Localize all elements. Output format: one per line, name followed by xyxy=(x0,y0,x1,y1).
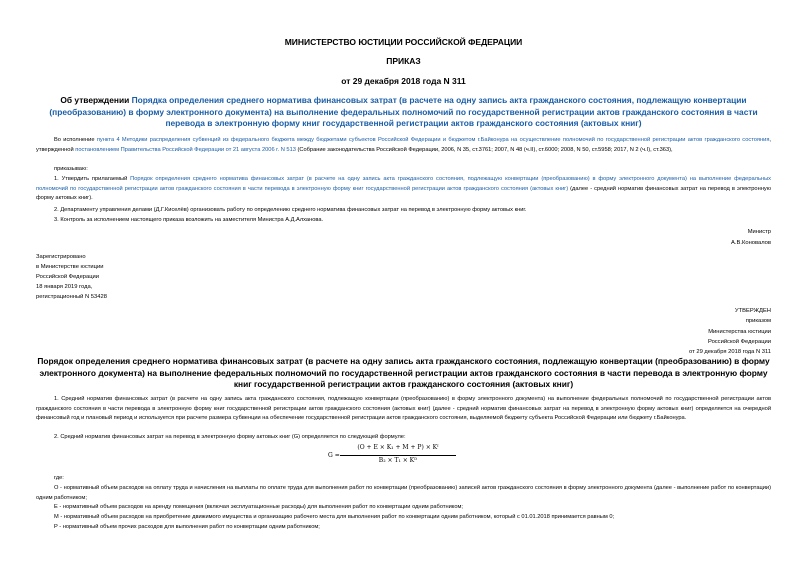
item-3: 3. Контроль за исполнением настоящего приказа возложить на заместителя Министра А.Д.Алханова. xyxy=(54,217,324,223)
item-2: 2. Департаменту управления делами (Д.Г.Киселёв) организовать работу по определению среднего норматива финансовых затрат на перевод в электронную форму актовых книг. xyxy=(54,207,527,213)
formula-lhs: G = xyxy=(328,452,340,459)
ministry-heading: МИНИСТЕРСТВО ЮСТИЦИИ РОССИЙСКОЙ ФЕДЕРАЦИИ xyxy=(284,37,523,47)
definition-e: E - нормативный объем расходов на аренду помещения (включая эксплуатационные расходы) для выполнения работ по конвертации одним работником; xyxy=(54,504,463,510)
approved-line-2: приказом xyxy=(745,318,771,324)
government-decree-link[interactable]: постановлением Правительства Российской Федерации от 21 августа 2006 г. N 513 xyxy=(75,146,296,153)
item-1-lead: 1. Утвердить прилагаемый xyxy=(54,176,131,182)
registration-line-1: Зарегистрировано xyxy=(36,254,86,260)
item-1-tail: (далее - средний норматив финансовых затрат на перевод в электронную форму актовых книг). xyxy=(36,185,771,202)
body-paragraph-1: 1. Средний норматив финансовых затрат (в расчете на одну запись акта гражданского состояния, подлежащую конвертации (преобразованию) в форму электронного документа) на выполнение федеральных полномочий по государственной регистрации актов гражданского состояния в части перевода в электронную форму книг государственной регистрации актов гражданского состояния (актовых книг) (далее - средний норматив финансовых затрат на перевод в электронную форму актовых книг) определяется на очередной финансовый год и плановый период и используется при расчете размера субвенции на обеспечение государственной регистрации актов гражданского состояния, выделяемой бюджету субъекта Российской Федерации или бюджету г.Байконура. xyxy=(36,396,771,422)
document-title xyxy=(36,95,771,130)
preamble-mid: , утвержденной xyxy=(36,137,771,153)
body-paragraph-2: 2. Средний норматив финансовых затрат на перевод в электронную форму актовых книг (G) определяется по следующей формуле: xyxy=(54,434,406,440)
registration-line-5: регистрационный N 53428 xyxy=(36,294,107,300)
preamble-lead: Во исполнение xyxy=(54,137,97,143)
definition-p: P - нормативный объем прочих расходов для выполнения работ по конвертации одним работником; xyxy=(54,524,320,530)
item-1 xyxy=(36,175,771,204)
where-label: где: xyxy=(54,475,64,481)
approved-line-1: УТВЕРЖДЕН xyxy=(734,308,771,314)
formula-numerator: (O + E × K₁ + M + P) × Kᴵ xyxy=(357,444,439,451)
methodology-link[interactable]: пункта 4 Методики распределения субвенций из федерального бюджета между бюджетами субъектов Российской Федерации и бюджетом г.Байконура на осуществление полномочий по государственной регистрации актов гражданского состояния xyxy=(96,137,770,143)
doc-date-number: от 29 декабря 2018 года N 311 xyxy=(341,76,466,86)
formula-denominator: B₂ × T₁ × Kᴰ xyxy=(378,457,418,464)
fraction-bar xyxy=(340,455,456,456)
preamble-paragraph xyxy=(36,136,771,155)
order-word: приказываю: xyxy=(54,166,88,172)
approved-line-5: от 29 декабря 2018 года N 311 xyxy=(689,349,771,355)
definition-m: M - нормативный объем расходов на приобретение движимого имущества и организацию рабочего места для выполнения работ по конвертации одним работником, который с 01.01.2018 принимается равным 0; xyxy=(54,514,615,520)
approved-line-4: Российской Федерации xyxy=(707,339,771,345)
definition-o: O - нормативный объем расходов на оплату труда и начисления на выплаты по оплате труда для выполнения работ по конвертации (преобразованию) записей актов гражданского состояния в форму электронного документа (далее - выполнение работ по конвертации) одним работником; xyxy=(36,485,771,501)
preamble-tail: (Собрание законодательства Российской Федерации, 2006, N 35, ст.3761; 2007, N 48 (ч.II), ст.6000; 2008, N 50, ст.5958; 2017, N 2 (ч.I), ст.363), xyxy=(295,146,673,153)
signature-name: А.В.Коновалов xyxy=(731,240,771,246)
procedure-link[interactable]: Порядок определения среднего норматива финансовых затрат (в расчете на одну запись акта гражданского состояния, подлежащую конвертации (преобразованию) в форму электронного документа) на выполнение федеральных полномочий по государственной регистрации актов гражданского состояния в части перевода в электронную форму книг государственной регистрации актов гражданского состояния (актовых книг) xyxy=(36,176,771,192)
registration-line-4: 18 января 2019 года, xyxy=(36,284,93,290)
formula-g xyxy=(328,443,458,469)
section-title: Порядок определения среднего норматива финансовых затрат (в расчете на одну запись акта гражданского состояния, подлежащую конвертации (преобразованию) в форму электронного документа) на выполнение федеральных полномочий по государственной регистрации актов гражданского состояния в части перевода в электронную форму книг государственной регистрации актов гражданского состояния (актовых книг) xyxy=(37,356,770,389)
registration-line-2: в Министерстве юстиции xyxy=(36,264,104,270)
registration-line-3: Российской Федерации xyxy=(36,274,100,280)
title-prefix: Об утверждении xyxy=(60,95,132,105)
signature-position: Министр xyxy=(747,229,771,235)
approved-line-3: Министерства юстиции xyxy=(708,329,771,335)
title-link[interactable]: Порядка определения среднего норматива финансовых затрат (в расчете на одну запись акта гражданского состояния, подлежащую конвертации (преобразованию) в форму электронного документа) на выполнение федеральных полномочий по государственной регистрации актов гражданского состояния в части перевода в электронную форму книг государственной регистрации актов гражданского состояния (актовых книг) xyxy=(49,95,758,128)
doc-type-heading: ПРИКАЗ xyxy=(386,56,421,66)
